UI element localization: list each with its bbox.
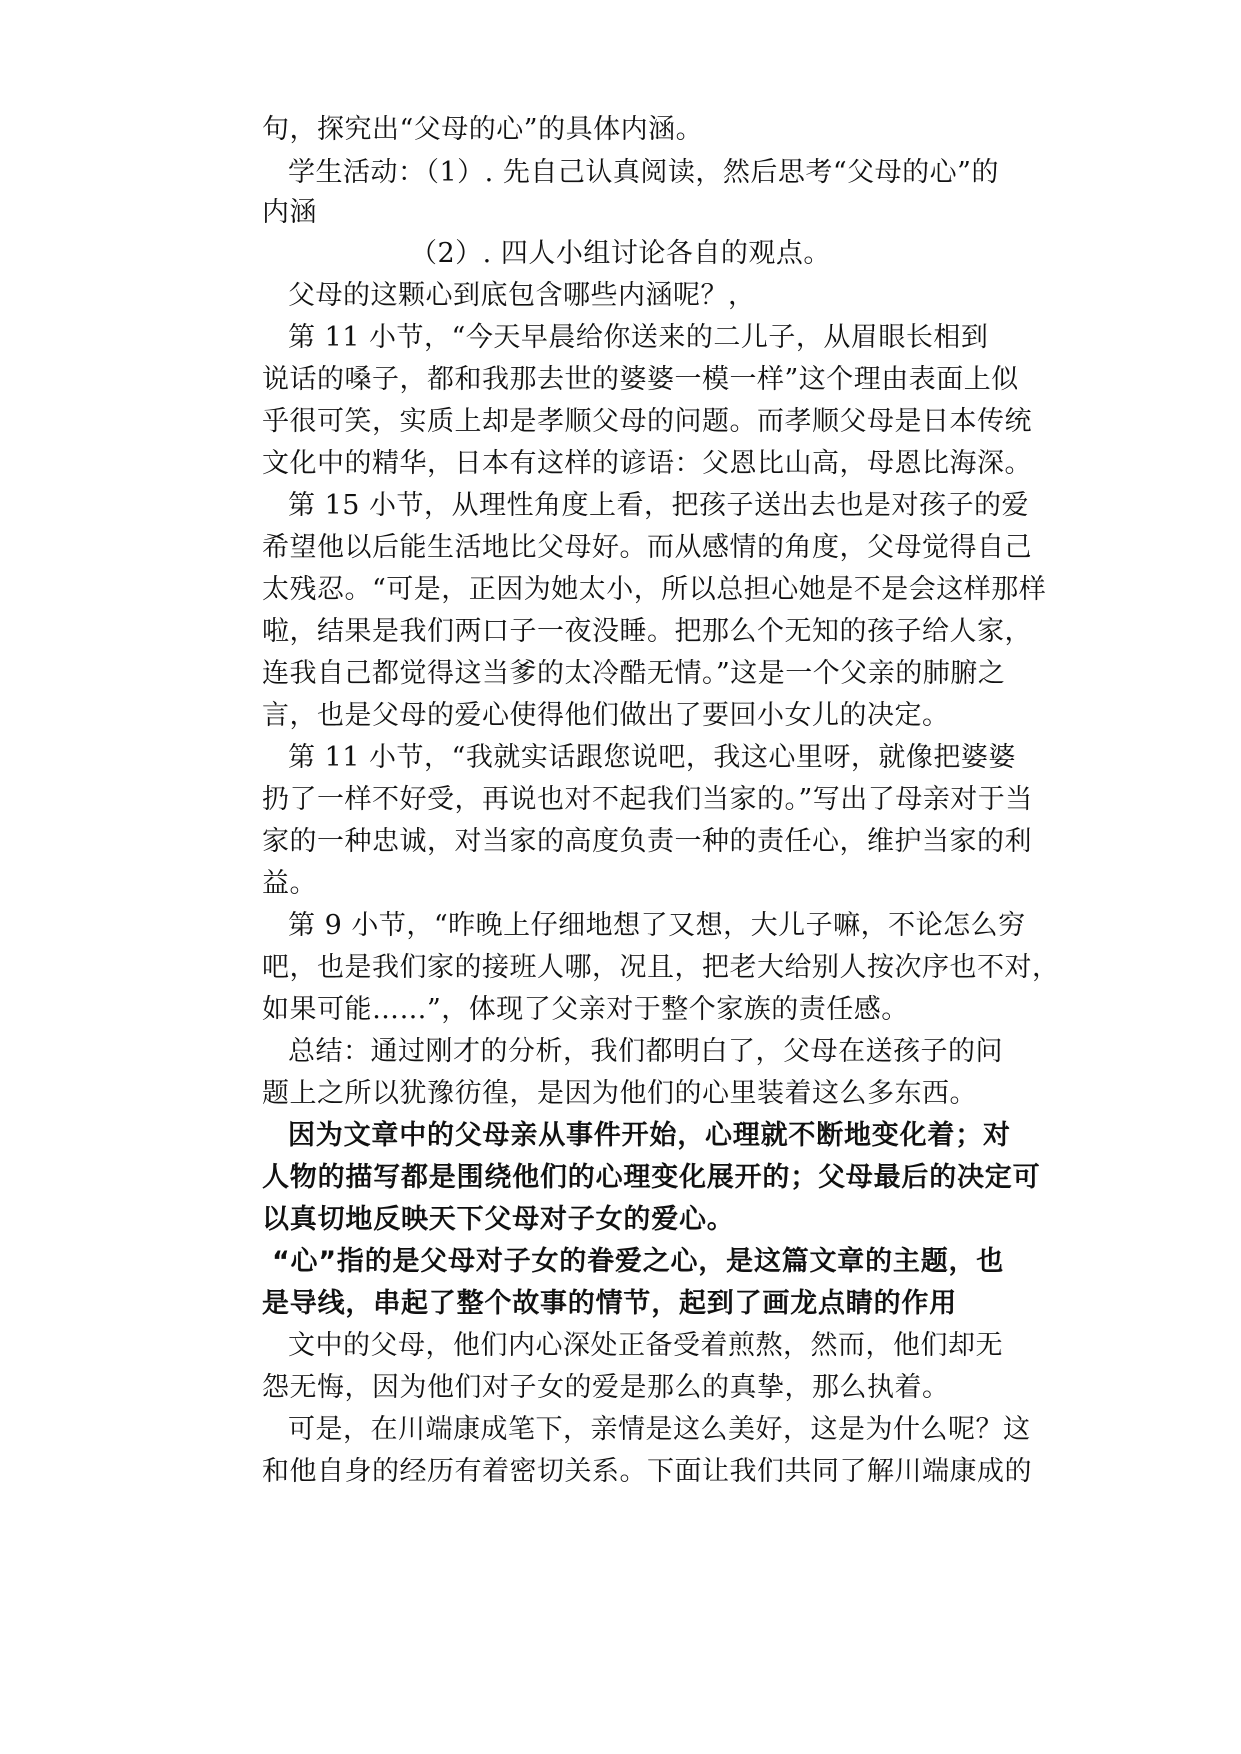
text-line: 内涵 bbox=[262, 197, 317, 228]
text-line: 啦，结果是我们两口子一夜没睡。把那么个无知的孩子给人家， bbox=[262, 616, 1032, 647]
text-line: 第 9 小节，“昨晚上仔细地想了又想，大儿子嘛，不论怎么穷 bbox=[288, 910, 1026, 941]
bold-text-line: “心”指的是父母对子女的眷爱之心，是这篇文章的主题，也 bbox=[272, 1246, 1005, 1277]
text-line: 说话的嗓子，都和我那去世的婆婆一模一样”这个理由表面上似 bbox=[262, 364, 1019, 395]
text-line: 文化中的精华，日本有这样的谚语：父恩比山高，母恩比海深。 bbox=[262, 448, 1032, 479]
text-line: 句，探究出“父母的心”的具体内涵。 bbox=[262, 114, 704, 145]
text-line: 第 11 小节，“我就实话跟您说吧，我这心里呀，就像把婆婆 bbox=[288, 742, 1016, 773]
bold-text-line: 是导线，串起了整个故事的情节，起到了画龙点睛的作用 bbox=[262, 1288, 957, 1319]
text-line: 扔了一样不好受，再说也对不起我们当家的。”写出了母亲对于当 bbox=[262, 784, 1033, 815]
text-line: 第 11 小节，“今天早晨给你送来的二儿子，从眉眼长相到 bbox=[288, 322, 989, 353]
bold-text-line: 因为文章中的父母亲从事件开始，心理就不断地变化着；对 bbox=[288, 1120, 1011, 1151]
text-line: 希望他以后能生活地比父母好。而从感情的角度，父母觉得自己 bbox=[262, 532, 1032, 563]
text-line: 怨无悔，因为他们对子女的爱是那么的真挚，那么执着。 bbox=[262, 1372, 950, 1403]
text-line: 总结：通过刚才的分析，我们都明白了，父母在送孩子的问 bbox=[288, 1036, 1003, 1067]
text-line: 和他自身的经历有着密切关系。下面让我们共同了解川端康成的 bbox=[262, 1456, 1032, 1487]
text-line: 题上之所以犹豫彷徨，是因为他们的心里装着这么多东西。 bbox=[262, 1078, 977, 1109]
text-line: 文中的父母，他们内心深处正备受着煎熬，然而，他们却无 bbox=[288, 1330, 1003, 1361]
text-line: 益。 bbox=[262, 868, 317, 899]
text-line: 太残忍。“可是，正因为她太小，所以总担心她是不是会这样那样 bbox=[262, 574, 1047, 605]
text-line: 第 15 小节，从理性角度上看，把孩子送出去也是对孩子的爱 bbox=[288, 490, 1030, 521]
text-line: 言，也是父母的爱心使得他们做出了要回小女儿的决定。 bbox=[262, 700, 950, 731]
bold-text-line: 人物的描写都是围绕他们的心理变化展开的；父母最后的决定可 bbox=[262, 1162, 1041, 1193]
text-line: 家的一种忠诚，对当家的高度负责一种的责任心，维护当家的利 bbox=[262, 826, 1032, 857]
text-line: 乎很可笑，实质上却是孝顺父母的问题。而孝顺父母是日本传统 bbox=[262, 406, 1032, 437]
bold-text-line: 以真切地反映天下父母对子女的爱心。 bbox=[262, 1204, 735, 1235]
text-line: 吧，也是我们家的接班人哪，况且，把老大给别人按次序也不对， bbox=[262, 952, 1060, 983]
text-line: （2）. 四人小组讨论各自的观点。 bbox=[410, 238, 831, 269]
text-line: 父母的这颗心到底包含哪些内涵呢？， bbox=[288, 280, 756, 311]
text-line: 连我自己都觉得这当爹的太冷酷无情。”这是一个父亲的肺腑之 bbox=[262, 658, 1006, 689]
text-line: 可是，在川端康成笔下，亲情是这么美好，这是为什么呢？这 bbox=[288, 1414, 1031, 1445]
text-line: 如果可能……”，体现了父亲对于整个家族的责任感。 bbox=[262, 994, 909, 1025]
text-line: 学生活动：（1）. 先自己认真阅读，然后思考“父母的心”的 bbox=[288, 157, 999, 188]
